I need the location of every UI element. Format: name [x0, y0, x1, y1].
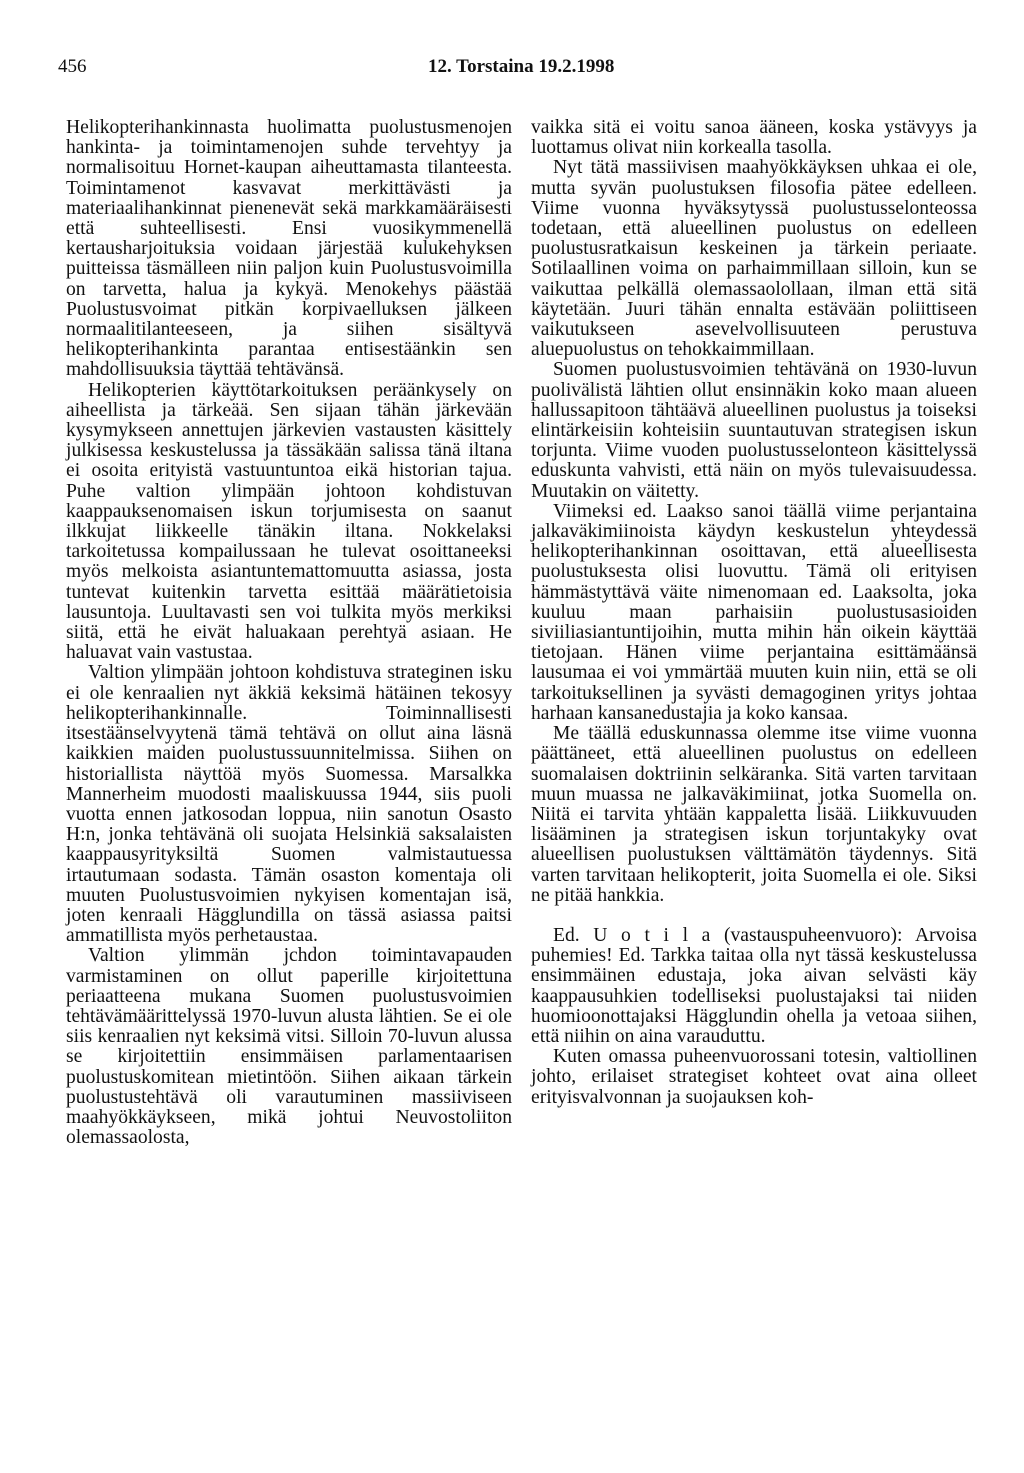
page-header [58, 56, 978, 86]
paragraph: Helikopterien käyttötarkoituksen peräänkysely on aiheellista ja tärkeää. Sen sijaan tähän järkevään kysymykseen annettujen järkevien vastausten käsittely julkisessa keskustelussa ja tässäkään salissa tänä iltana ei osoita erityistä vastuuntuntoa eikä historian tajua. Puhe valtion ylimpään johtoon kohdistuvan kaappauksenomaisen iskun torjumisesta on saanut ilkkujat liikkeelle tänäkin iltana. Nokkelaksi tarkoitetussa kompailussaan he tulevat osoittaneeksi myös melkoista asiantuntemattomuutta asiassa, josta tuntevat kuitenkin tarvetta esittää määrätietoisia lausuntoja. Luultavasti sen voi tulkita myös merkiksi siitä, että he eivät haluakaan perehtyä asiaan. He haluavat vain vastustaa. [66, 379, 512, 664]
paragraph: Me täällä eduskunnassa olemme itse viime vuonna päättäneet, että alueellinen puolustus on edelleen suomalaisen doktriinin selkäranka. Sitä varten tarvitaan muun muassa ne jalkaväkimiinat, jotka Suomella on. Niitä ei tarvita yhtään kappaletta lisää. Liikkuvuuden lisääminen ja strategisen iskun torjuntakyky ovat alueellisen puolustuksen välttämätön täydennys. Sitä varten tarvitaan helikopterit, joita Suomella ei ole. Siksi ne pitää hankkia. [531, 723, 977, 906]
paragraph: Kuten omassa puheenvuorossani totesin, valtiollinen johto, erilaiset strategiset kohteet ovat aina olleet erityisvalvonnan ja suojauksen koh- [531, 1046, 977, 1108]
speaker-paragraph: Ed. U o t i l a (vastauspuheenvuoro): Arvoisa puhemies! Ed. Tarkka taitaa olla nyt tässä keskustelussa ensimmäinen edustaja, joka aivan selvästi käy kaappausuhkien todelliseksi puolustajaksi tai niiden huomioonottajaksi Hägglundin ohella ja vetoaa siihen, että niihin on aina varauduttu. [531, 924, 977, 1047]
page-number: 456 [58, 56, 87, 77]
paragraph: Suomen puolustusvoimien tehtävänä on 1930-luvun puolivälistä lähtien ollut ensinnäkin koko maan alueen hallussapitoon tähtäävä alueellinen puolustus ja toiseksi elintärkeisiin kohteisiin suuntautuvan strategisen iskun torjunta. Viime vuoden puolustusselonteon käsittelyssä eduskunta vahvisti, että näin on myös tulevaisuudessa. Muutakin on väitetty. [531, 359, 977, 502]
left-column [66, 118, 512, 1148]
paragraph: Nyt tätä massiivisen maahyökkäyksen uhkaa ei ole, mutta syvän puolustuksen filosofia pätee edelleen. Viime vuonna hyväksytyssä puolustusselonteossa todetaan, että alueellinen puolustus on edelleen puolustusratkaisun keskeinen ja tärkein periaate. Sotilaallinen voima on parhaimmillaan silloin, kun se vaikuttaa pelkällä olemassaolollaan, ilman että sitä käytetään. Juuri tähän ennalta estävään poliittiseen vaikutukseen asevelvollisuuteen perustuva aluepuolustus on tehokkaimmillaan. [531, 157, 977, 361]
paragraph: vaikka sitä ei voitu sanoa ääneen, koska ystävyys ja luottamus olivat niin korkealla tasolla. [531, 117, 977, 159]
right-column [531, 118, 977, 1108]
paragraph: Helikopterihankinnasta huolimatta puolustusmenojen hankinta- ja toimintamenojen suhde tervehtyy ja normalisoituu Hornet-kaupan aiheuttamasta tilanteesta. Toimintamenot kasvavat merkittävästi ja materiaalihankinnat pienenevät sekä markkamääräisesti että suhteellisesti. Ensi vuosikymmenellä kertausharjoituksia voidaan järjestää kulukehyksen puitteissa täsmälleen niin paljon kuin Puolustusvoimilla on tarvetta, halua ja kykyä. Menokehys päästää Puolustusvoimat pitkän korpivaelluksen jälkeen normaalitilanteeseen, ja siihen sisältyvä helikopterihankinta parantaa entisestäänkin sen mahdollisuuksia täyttää tehtävänsä. [66, 117, 512, 381]
paragraph: Valtion ylimmän jchdon toimintavapauden varmistaminen on ollut paperille kirjoitettuna periaatteena mukana Suomen puolustusvoimien tehtävämäärittelyssä 1970-luvun alusta lähtien. Se ei ole siis kenraalien nyt keksimä vitsi. Silloin 70-luvun alussa se kirjoitettiin ensimmäisen parlamentaarisen puolustuskomitean mietintöön. Siihen aikaan tärkein puolustustehtävä oli varautuminen massiiviseen maahyökkäykseen, mikä johtui Neuvostoliiton olemassaolosta, [66, 945, 512, 1149]
running-head: 12. Torstaina 19.2.1998 [428, 56, 615, 77]
paragraph: Valtion ylimpään johtoon kohdistuva strateginen isku ei ole kenraalien nyt äkkiä keksimä hätäinen tekosyy helikopterihankinnalle. Toiminnallisesti itsestäänselvyytenä tämä tehtävä on ollut aina läsnä kaikkien maiden puolustussuunnitelmissa. Siihen on historiallista näyttöä myös Suomessa. Marsalkka Mannerheim muodosti maaliskuussa 1944, siis puoli vuotta ennen jatkosodan loppua, niin sanotun Osasto H:n, jonka tehtävänä oli suojata Helsinkiä saksalaisten kaappausyrityksiltä Suomen valmistautuessa irtautumaan sodasta. Tämän osaston komentaja oli muuten Puolustusvoimien nykyisen komentajan isä, joten kenraali Hägglundilla on tässä asiassa paitsi ammatillista myös perhetaustaa. [66, 662, 512, 947]
paragraph: Viimeksi ed. Laakso sanoi täällä viime perjantaina jalkaväkimiinoista käydyn keskustelun yhteydessä helikopterihankinnan osoittavan, että alueellisesta puolustuksesta olisi luovuttu. Tämä oli erityisen hämmästyttävä väite nimenomaan ed. Laaksolta, joka kuuluu maan parhaisiin puolustusasioiden siviiliasiantuntijoihin, mutta mihin hän oikein käyttää tietojaan. Hänen viime perjantaina esittämäänsä lausumaa ei voi ymmärtää muuten kuin niin, että se oli tarkoituksellinen ja syvästi demagoginen yritys johtaa harhaan kansanedustajia ja koko kansaa. [531, 500, 977, 724]
